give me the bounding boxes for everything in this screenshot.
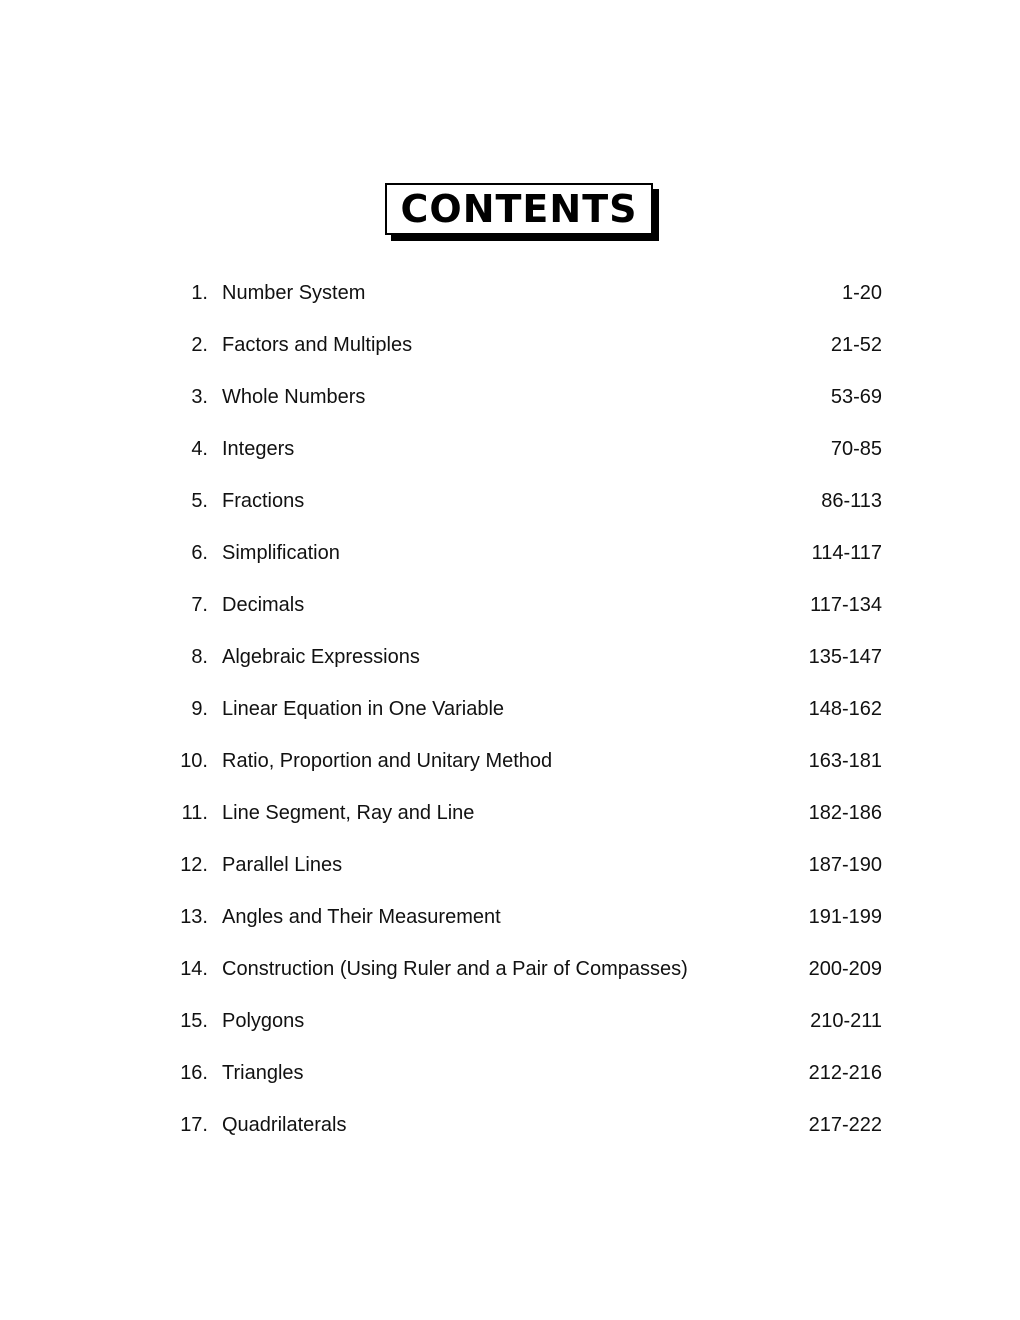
toc-entry-number: 15. xyxy=(180,1010,208,1032)
toc-entry-title: Construction (Using Ruler and a Pair of Compasses) xyxy=(222,958,688,980)
toc-entry-number: 5. xyxy=(191,490,208,512)
toc-entry-number: 13. xyxy=(180,906,208,928)
toc-entry xyxy=(170,276,882,328)
page-title: CONTENTS xyxy=(400,187,638,231)
toc-entry-title: Simplification xyxy=(222,542,340,564)
toc-entry-pages: 135-147 xyxy=(808,646,882,668)
toc-entry-number: 11. xyxy=(181,802,208,824)
toc-entry-title: Ratio, Proportion and Unitary Method xyxy=(222,750,553,772)
toc-entry xyxy=(170,640,882,692)
toc-entry xyxy=(170,744,882,796)
toc-entry-title: Line Segment, Ray and Line xyxy=(222,802,475,824)
toc-entry xyxy=(170,900,882,952)
toc-entry-pages: 191-199 xyxy=(808,906,882,928)
toc-entry-title: Factors and Multiples xyxy=(222,334,413,356)
toc-entry xyxy=(170,432,882,484)
toc-entry-title: Parallel Lines xyxy=(222,854,343,876)
toc-entry-pages: 200-209 xyxy=(808,958,882,980)
toc-entry-pages: 210-211 xyxy=(810,1010,882,1032)
toc-entry-title: Quadrilaterals xyxy=(222,1114,347,1136)
toc-entry xyxy=(170,484,882,536)
toc-entry-number: 9. xyxy=(191,698,208,720)
toc-entry-number: 7. xyxy=(191,594,208,616)
toc-entry-number: 8. xyxy=(191,646,208,668)
toc-entry-title: Decimals xyxy=(222,594,305,616)
toc-entry-number: 12. xyxy=(180,854,208,876)
toc-entry-title: Algebraic Expressions xyxy=(222,646,420,668)
toc-entry-pages: 70-85 xyxy=(830,438,882,460)
toc-entry xyxy=(170,1056,882,1108)
toc-entry-pages: 187-190 xyxy=(808,854,882,876)
toc-entry-number: 16. xyxy=(180,1062,208,1084)
toc-entry xyxy=(170,848,882,900)
toc-entry-title: Triangles xyxy=(222,1062,304,1084)
toc-entry-title: Linear Equation in One Variable xyxy=(222,698,505,720)
toc-entry-pages: 117-134 xyxy=(810,594,882,616)
toc-entry-pages: 148-162 xyxy=(808,698,882,720)
toc-entry-number: 4. xyxy=(191,438,208,460)
toc-entry xyxy=(170,692,882,744)
toc-entry-pages: 86-113 xyxy=(821,490,882,512)
toc-entry-pages: 21-52 xyxy=(830,334,882,356)
contents-heading-box xyxy=(385,183,655,237)
toc-entry-title: Fractions xyxy=(222,490,305,512)
toc-entry-pages: 182-186 xyxy=(808,802,882,824)
toc-entry-pages: 53-69 xyxy=(830,386,882,408)
heading-frame xyxy=(385,183,653,235)
toc-entry-title: Integers xyxy=(222,438,295,460)
toc-entry xyxy=(170,536,882,588)
toc-entry-number: 14. xyxy=(180,958,208,980)
toc-entry xyxy=(170,796,882,848)
toc-entry xyxy=(170,1108,882,1160)
toc-entry-number: 17. xyxy=(180,1114,208,1136)
toc-entry-number: 3. xyxy=(191,386,208,408)
toc-entry xyxy=(170,952,882,1004)
toc-entry-title: Number System xyxy=(222,282,366,304)
toc-entry-number: 6. xyxy=(191,542,208,564)
toc-entry-pages: 212-216 xyxy=(808,1062,882,1084)
toc-entry-title: Angles and Their Measurement xyxy=(222,906,501,928)
toc-entry-pages: 1-20 xyxy=(841,282,882,304)
toc-entry-pages: 114-117 xyxy=(811,542,882,564)
toc-entry xyxy=(170,380,882,432)
toc-entry-pages: 163-181 xyxy=(808,750,882,772)
toc-entry-title: Polygons xyxy=(222,1010,305,1032)
table-of-contents xyxy=(170,276,882,1160)
toc-entry xyxy=(170,588,882,640)
toc-entry-number: 2. xyxy=(191,334,208,356)
toc-entry-pages: 217-222 xyxy=(808,1114,882,1136)
toc-entry-number: 1. xyxy=(191,282,208,304)
toc-entry-number: 10. xyxy=(180,750,208,772)
toc-entry xyxy=(170,1004,882,1056)
toc-entry-title: Whole Numbers xyxy=(222,386,366,408)
toc-entry xyxy=(170,328,882,380)
